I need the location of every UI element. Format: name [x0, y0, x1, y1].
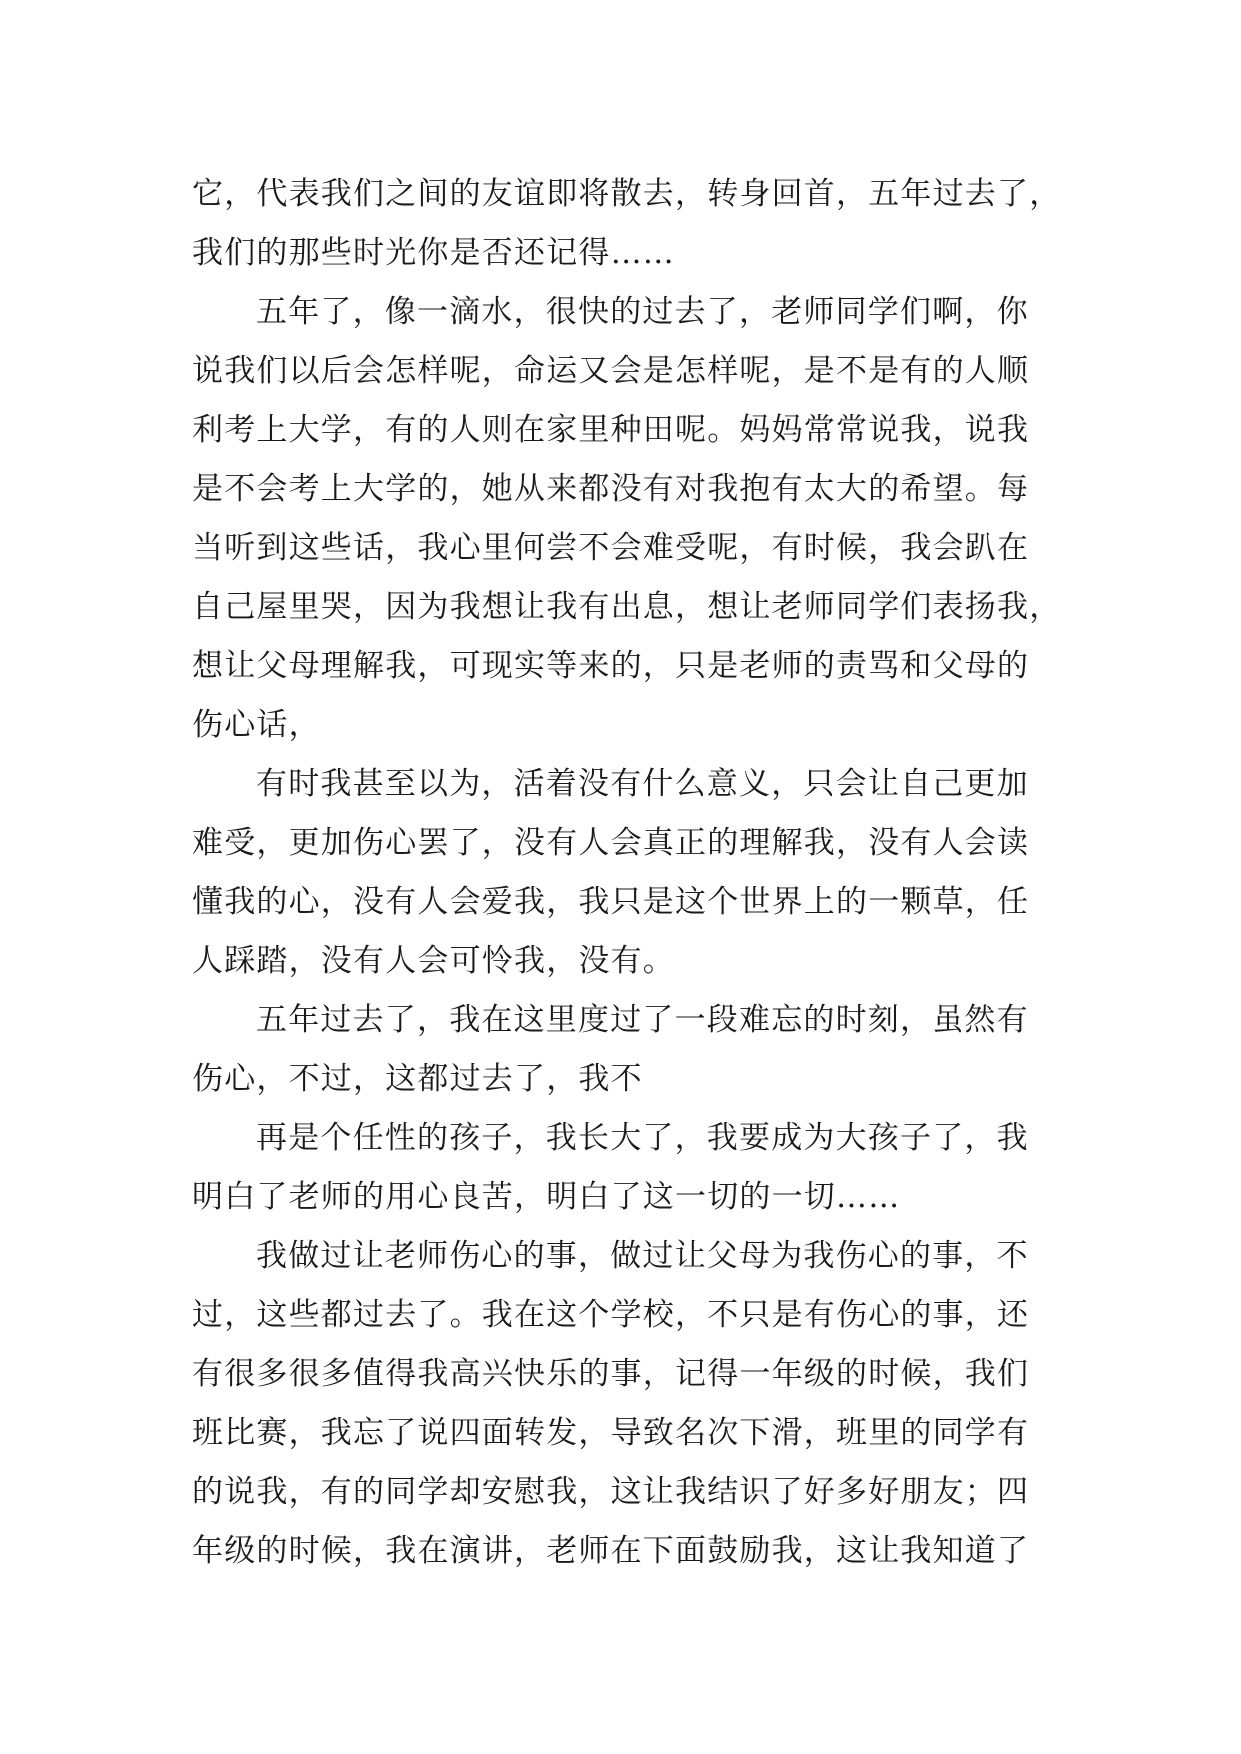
text-line: 利考上大学，有的人则在家里种田呢。妈妈常常说我，说我	[192, 412, 1030, 448]
text-line: 明白了老师的用心良苦，明白了这一切的一切……	[192, 1179, 901, 1215]
text-line: 难受，更加伤心罢了，没有人会真正的理解我，没有人会读	[192, 825, 1030, 861]
paragraph-start-line: 五年过去了，我在这里度过了一段难忘的时刻，虽然有	[256, 1002, 1029, 1038]
paragraph-start-line: 五年了，像一滴水，很快的过去了，老师同学们啊，你	[256, 294, 1029, 330]
text-line: 想让父母理解我，可现实等来的，只是老师的责骂和父母的	[192, 648, 1030, 684]
text-line: 伤心话，	[192, 707, 321, 743]
text-line: 伤心，不过，这都过去了，我不	[192, 1061, 643, 1097]
text-line: 的说我，有的同学却安慰我，这让我结识了好多好朋友；四	[192, 1474, 1030, 1510]
text-line: 有很多很多值得我高兴快乐的事，记得一年级的时候，我们	[192, 1356, 1030, 1392]
text-line: 当听到这些话，我心里何尝不会难受呢，有时候，我会趴在	[192, 530, 1030, 566]
paragraph-start-line: 有时我甚至以为，活着没有什么意义，只会让自己更加	[256, 766, 1029, 802]
text-line: 年级的时候，我在演讲，老师在下面鼓励我，这让我知道了	[192, 1533, 1030, 1569]
text-line: 是不会考上大学的，她从来都没有对我抱有太大的希望。每	[192, 471, 1030, 507]
text-line: 人踩踏，没有人会可怜我，没有。	[192, 943, 675, 979]
text-line: 自己屋里哭，因为我想让我有出息，想让老师同学们表扬我，	[192, 589, 1062, 625]
paragraph-start-line: 再是个任性的孩子，我长大了，我要成为大孩子了，我	[256, 1120, 1029, 1156]
text-line: 我们的那些时光你是否还记得……	[192, 235, 675, 271]
text-line: 说我们以后会怎样呢，命运又会是怎样呢，是不是有的人顺	[192, 353, 1030, 389]
text-line: 过，这些都过去了。我在这个学校，不只是有伤心的事，还	[192, 1297, 1030, 1333]
paragraph-start-line: 我做过让老师伤心的事，做过让父母为我伤心的事，不	[256, 1238, 1029, 1274]
text-line: 懂我的心，没有人会爱我，我只是这个世界上的一颗草，任	[192, 884, 1030, 920]
text-line: 班比赛，我忘了说四面转发，导致名次下滑，班里的同学有	[192, 1415, 1030, 1451]
document-page	[192, 165, 1062, 1581]
text-line: 它，代表我们之间的友谊即将散去，转身回首，五年过去了，	[192, 176, 1062, 212]
